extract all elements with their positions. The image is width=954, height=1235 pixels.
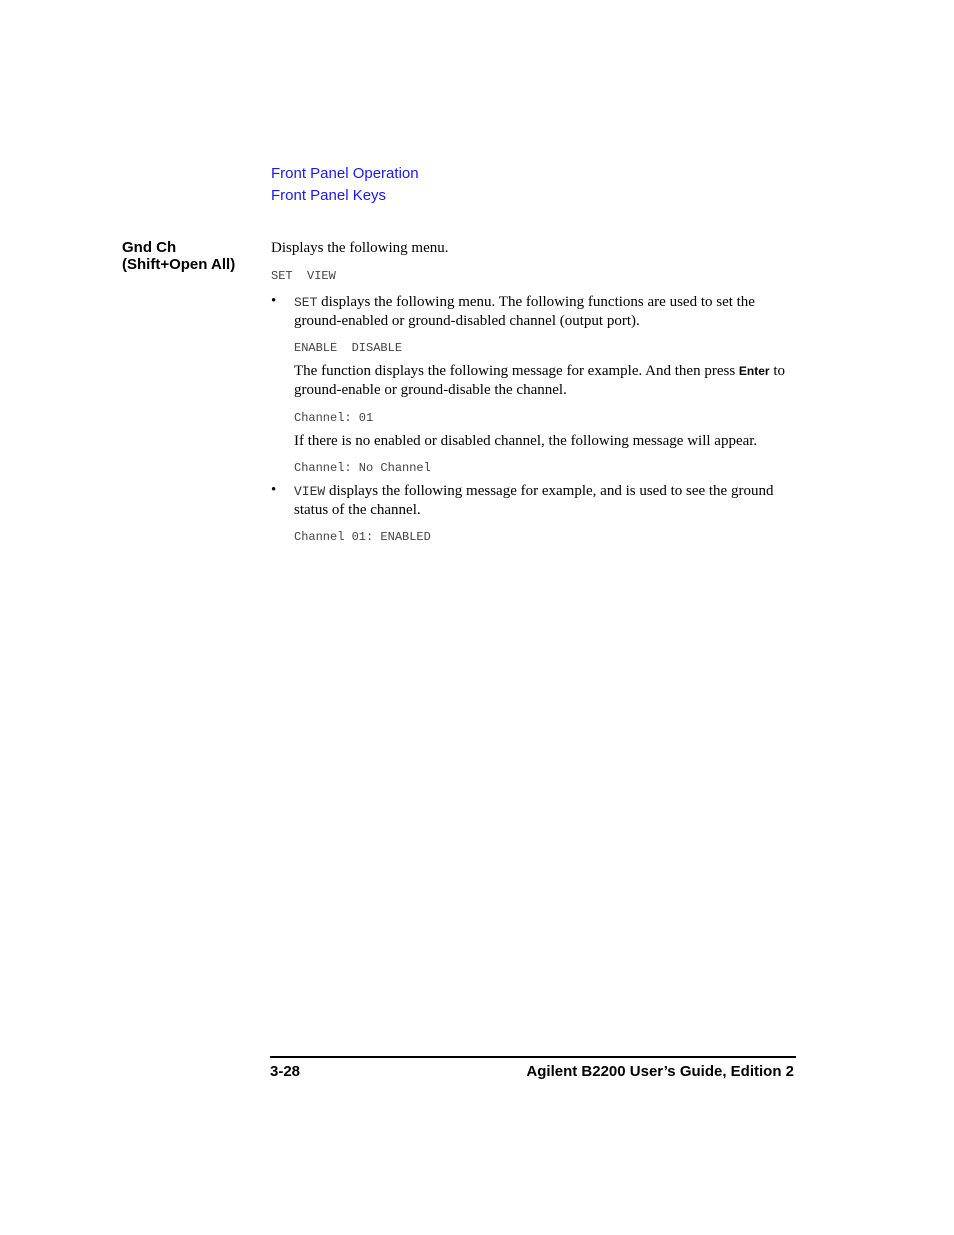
menu-main-display: SET VIEW [271, 269, 336, 283]
set-description-text: displays the following menu. The following functions are used to set the ground-enabled or ground-disabled channel (output port). [294, 294, 755, 329]
page-number: 3-28 [270, 1063, 301, 1080]
footer-divider [270, 1056, 796, 1058]
function-description [294, 362, 804, 400]
set-code: SET [294, 295, 318, 310]
intro-text: Displays the following menu. [271, 240, 449, 256]
menu-set-display: ENABLE DISABLE [294, 341, 403, 355]
bullet-marker: • [271, 482, 277, 498]
function-text-after: to ground-enable or ground-disable the channel. [294, 363, 786, 398]
view-description-text: displays the following message for example, and is used to see the ground status of the channel. [294, 483, 774, 518]
section-heading-title: Gnd Ch [122, 239, 177, 256]
view-description [294, 482, 804, 520]
set-description [294, 293, 804, 331]
message-no-channel-display: Channel: No Channel [294, 461, 431, 475]
link-front-panel-keys[interactable]: Front Panel Keys [271, 187, 387, 204]
message-channel-display: Channel: 01 [294, 411, 374, 425]
link-front-panel-operation[interactable]: Front Panel Operation [271, 165, 419, 182]
bullet-marker: • [271, 293, 277, 309]
section-heading [122, 239, 235, 273]
guide-title: Agilent B2200 User’s Guide, Edition 2 [526, 1063, 794, 1080]
no-channel-description: If there is no enabled or disabled channel, the following message will appear. [294, 433, 758, 449]
view-code: VIEW [294, 484, 326, 499]
message-view-display: Channel 01: ENABLED [294, 530, 431, 544]
section-heading-shortcut: (Shift+Open All) [122, 256, 236, 273]
function-text-before: The function displays the following message for example. And then press [294, 363, 739, 379]
enter-key-label: Enter [738, 364, 770, 378]
